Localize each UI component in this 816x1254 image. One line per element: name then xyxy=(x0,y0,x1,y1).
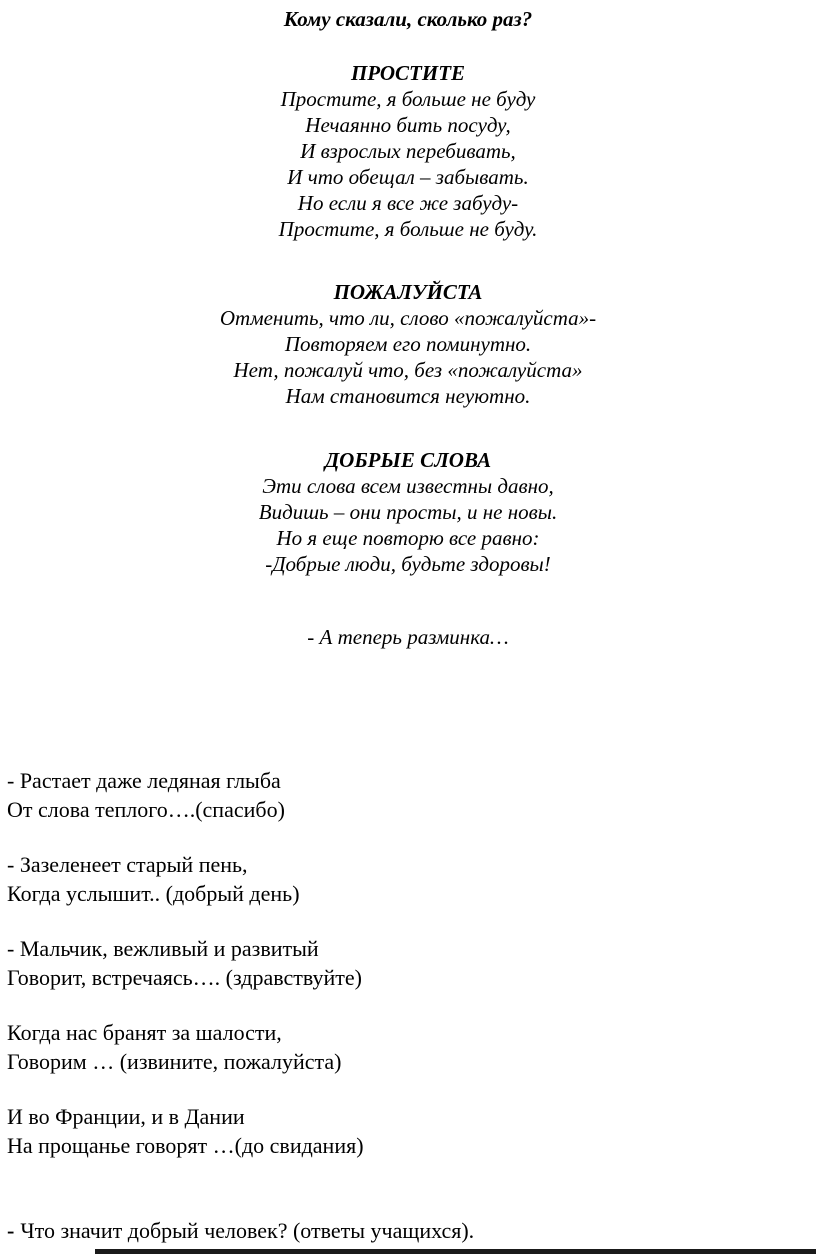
transition-line: - А теперь разминка… xyxy=(307,625,509,649)
poem-pozhaluysta xyxy=(0,279,816,409)
riddle-line: - Растает даже ледяная глыба xyxy=(7,768,281,793)
poem-prostite xyxy=(0,60,816,242)
poem-line: Но если я все же забуду- xyxy=(297,191,519,215)
poem-title: ПРОСТИТЕ xyxy=(350,61,466,85)
riddle-line: От слова теплого….(спасибо) xyxy=(7,797,285,822)
riddle-zdravstvuyte xyxy=(7,934,816,992)
poem-title: ДОБРЫЕ СЛОВА xyxy=(324,448,492,472)
poem-line: Эти слова всем известны давно, xyxy=(262,474,554,498)
riddle-line: И во Франции, и в Дании xyxy=(7,1104,245,1129)
poem-line: И взрослых перебивать, xyxy=(300,139,516,163)
poem-title: ПОЖАЛУЙСТА xyxy=(333,280,483,304)
page-bottom-edge xyxy=(95,1249,816,1254)
final-question-dash: - xyxy=(7,1218,15,1243)
final-question-text: Что значит добрый человек? (ответы учащихся). xyxy=(20,1218,475,1243)
poem-dobrye-slova xyxy=(0,447,816,577)
riddle-dobry-den xyxy=(7,850,816,908)
poem-line: Отменить, что ли, слово «пожалуйста»- xyxy=(219,306,597,330)
riddle-line: Говорим … (извините, пожалуйста) xyxy=(7,1049,342,1074)
poem-line: Нет, пожалуй что, без «пожалуйста» xyxy=(233,358,583,382)
riddle-line: - Мальчик, вежливый и развитый xyxy=(7,936,319,961)
poem-line: Повторяем его поминутно. xyxy=(284,332,532,356)
poem-line: -Добрые люди, будьте здоровы! xyxy=(265,552,551,576)
riddle-line: Говорит, встречаясь…. (здравствуйте) xyxy=(7,965,362,990)
riddles-section xyxy=(0,766,816,1160)
poem-line: Видишь – они просты, и не новы. xyxy=(258,500,558,524)
riddle-do-svidaniya xyxy=(7,1102,816,1160)
riddle-line: Когда нас бранят за шалости, xyxy=(7,1020,282,1045)
riddle-izvinite xyxy=(7,1018,816,1076)
header-line: Кому сказали, сколько раз? xyxy=(283,7,533,31)
poem-line: И что обещал – забывать. xyxy=(287,165,529,189)
poem-line: Простите, я больше не буду. xyxy=(278,217,538,241)
riddle-spasibo xyxy=(7,766,816,824)
poem-line: Нам становится неуютно. xyxy=(285,384,531,408)
final-question xyxy=(0,1216,816,1245)
riddle-line: На прощанье говорят …(до свидания) xyxy=(7,1133,364,1158)
riddle-line: Когда услышит.. (добрый день) xyxy=(7,881,300,906)
poem-line: Нечаянно бить посуду, xyxy=(305,113,511,137)
riddle-line: - Зазеленеет старый пень, xyxy=(7,852,248,877)
poem-line: Но я еще повторю все равно: xyxy=(276,526,540,550)
poem-line: Простите, я больше не буду xyxy=(280,87,536,111)
